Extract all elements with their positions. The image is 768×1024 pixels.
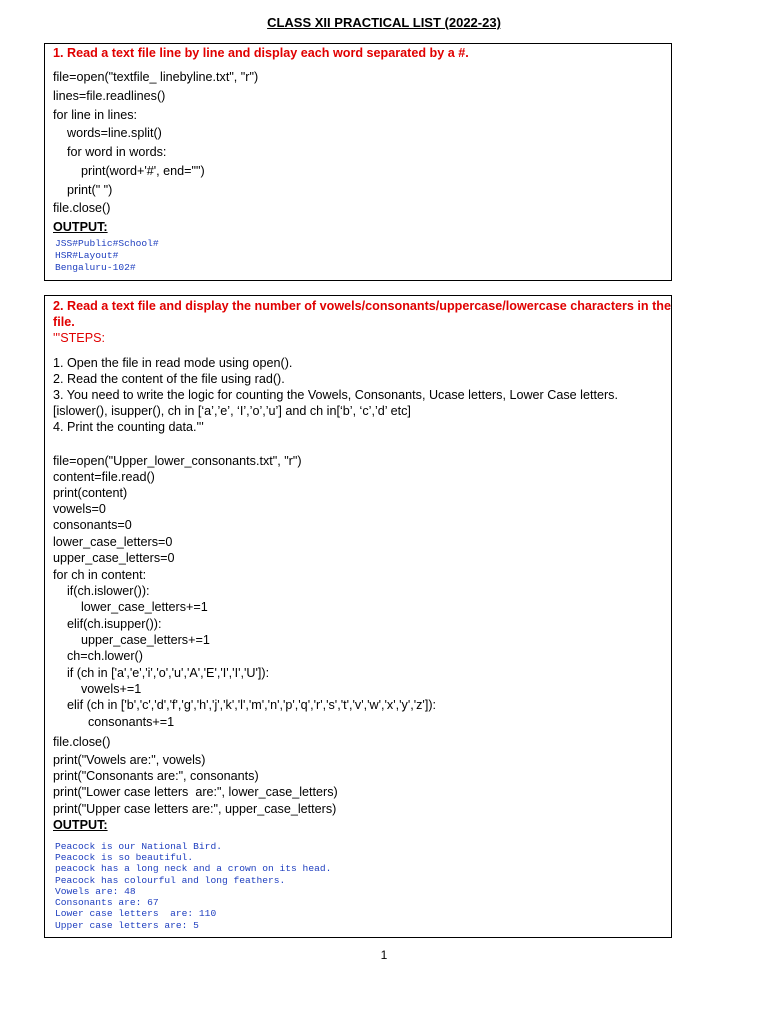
code-line: elif (ch in ['b','c','d','f','g','h','j','k','l','m','n','p','q','r','s','t','v','w','x','y','z']): — [53, 698, 437, 712]
code-line: content=file.read() — [53, 470, 155, 484]
code-line: lines=file.readlines() — [53, 89, 166, 103]
step-line: 2. Read the content of the file using rad(). — [53, 372, 285, 386]
step-line: [islower(), isupper(), ch in [‘a’,’e’, ‘I’,’o’,’u’] and ch in[‘b’, ‘c’,’d’ etc] — [53, 404, 411, 418]
console-line: peacock has a long neck and a crown on its head. — [55, 863, 332, 874]
steps-title: '''STEPS: — [53, 331, 106, 345]
code-line: vowels+=1 — [53, 682, 142, 696]
output-label: OUTPUT: — [53, 220, 108, 234]
section-1-box — [44, 43, 672, 281]
code-line: if(ch.islower()): — [53, 584, 150, 598]
console-line: HSR#Layout# — [55, 250, 119, 261]
code-line: consonants+=1 — [53, 715, 175, 729]
console-line: Peacock is our National Bird. — [55, 841, 222, 852]
step-line: 4. Print the counting data.''' — [53, 420, 204, 434]
section-2-heading-line-1: 2. Read a text file and display the number of vowels/consonants/uppercase/lowercase characters in the — [53, 299, 671, 313]
console-line: Bengaluru-102# — [55, 262, 136, 273]
code-line: ch=ch.lower() — [53, 649, 143, 663]
section-1-heading: 1. Read a text file line by line and display each word separated by a #. — [53, 46, 469, 60]
output-label: OUTPUT: — [53, 818, 108, 832]
code-line: upper_case_letters=0 — [53, 551, 175, 565]
code-line: print("Upper case letters are:", upper_case_letters) — [53, 802, 337, 816]
code-line: vowels=0 — [53, 502, 106, 516]
step-line: 3. You need to write the logic for counting the Vowels, Consonants, Ucase letters, Lower Case letters. — [53, 388, 618, 402]
console-line: Vowels are: 48 — [55, 886, 136, 897]
code-line: for word in words: — [53, 145, 167, 159]
console-line: Lower case letters are: 110 — [55, 908, 217, 919]
step-line: 1. Open the file in read mode using open(). — [53, 356, 293, 370]
code-line: print(content) — [53, 486, 128, 500]
code-line: print(" ") — [53, 183, 113, 197]
code-line: upper_case_letters+=1 — [53, 633, 210, 647]
code-line: file=open("Upper_lower_consonants.txt", "r") — [53, 454, 302, 468]
console-line: JSS#Public#School# — [55, 238, 159, 249]
section-2-heading-line-2: file. — [53, 315, 75, 329]
console-line: Consonants are: 67 — [55, 897, 159, 908]
console-line: Peacock has colourful and long feathers. — [55, 875, 286, 886]
code-line: if (ch in ['a','e','i','o','u','A','E','I','I','U']): — [53, 666, 270, 680]
code-line: file=open("textfile_ linebyline.txt", "r") — [53, 70, 259, 84]
code-line: consonants=0 — [53, 518, 132, 532]
code-line: words=line.split() — [53, 126, 162, 140]
code-line: for line in lines: — [53, 108, 137, 122]
code-line: elif(ch.isupper()): — [53, 617, 162, 631]
code-line: print("Lower case letters are:", lower_case_letters) — [53, 785, 338, 799]
code-line: print("Consonants are:", consonants) — [53, 769, 259, 783]
console-line: Upper case letters are: 5 — [55, 920, 199, 931]
code-line: file.close() — [53, 735, 111, 749]
page-title: CLASS XII PRACTICAL LIST (2022-23) — [267, 15, 501, 30]
page-number: 1 — [380, 948, 388, 962]
code-line: lower_case_letters+=1 — [53, 600, 208, 614]
code-line: lower_case_letters=0 — [53, 535, 173, 549]
code-line: file.close() — [53, 201, 111, 215]
code-line: print(word+'#', end="") — [53, 164, 205, 178]
code-line: print("Vowels are:", vowels) — [53, 753, 206, 767]
console-line: Peacock is so beautiful. — [55, 852, 194, 863]
section-2-box — [44, 295, 672, 938]
code-line: for ch in content: — [53, 568, 147, 582]
